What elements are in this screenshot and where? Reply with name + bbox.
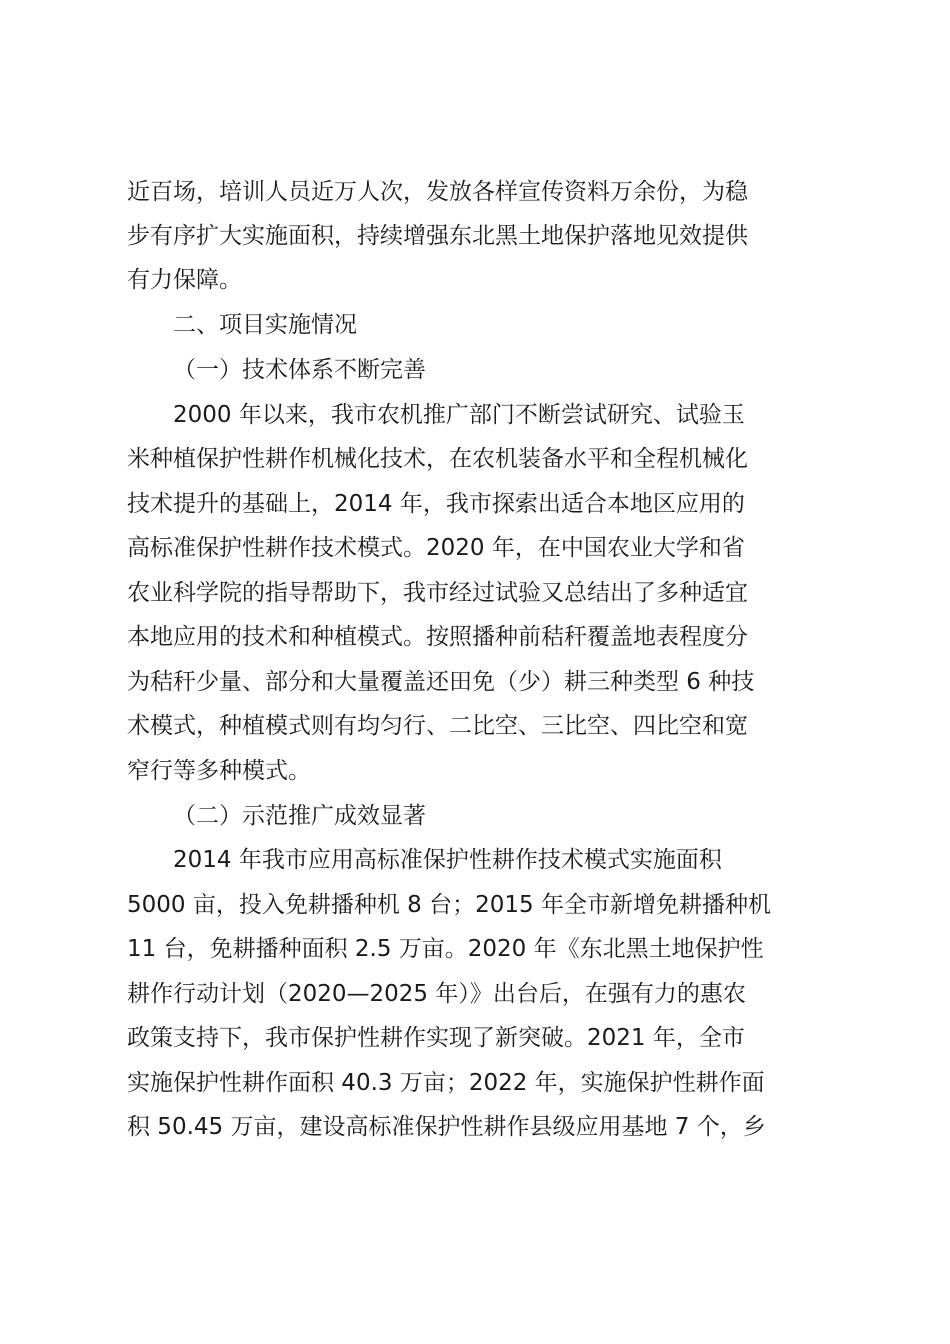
paragraph-line: 5000 亩，投入免耕播种机 8 台；2015 年全市新增免耕播种机 (127, 892, 771, 918)
paragraph-line: 实施保护性耕作面积 40.3 万亩；2022 年，实施保护性耕作面 (127, 1070, 765, 1096)
paragraph-line: 2000 年以来，我市农机推广部门不断尝试研究、试验玉 (173, 402, 745, 428)
paragraph-line: 本地应用的技术和种植模式。按照播种前秸秆覆盖地表程度分 (127, 624, 748, 650)
paragraph-line: 近百场，培训人员近万人次，发放各样宣传资料万余份，为稳 (127, 179, 748, 205)
paragraph-line: 米种植保护性耕作机械化技术，在农机装备水平和全程机械化 (127, 446, 748, 472)
paragraph-line: 2014 年我市应用高标准保护性耕作技术模式实施面积 (173, 847, 722, 873)
paragraph-line: 政策支持下，我市保护性耕作实现了新突破。2021 年，全市 (127, 1025, 745, 1051)
paragraph-line: 耕作行动计划（2020—2025 年）》出台后，在强有力的惠农 (127, 981, 746, 1007)
paragraph-line: 窄行等多种模式。 (127, 758, 311, 784)
paragraph-line: 积 50.45 万亩，建设高标准保护性耕作县级应用基地 7 个，乡 (127, 1114, 766, 1140)
paragraph-line: 步有序扩大实施面积，持续增强东北黑土地保护落地见效提供 (127, 223, 748, 249)
subsection-heading: （一）技术体系不断完善 (173, 357, 426, 383)
paragraph-line: 技术提升的基础上，2014 年，我市探索出适合本地区应用的 (127, 491, 745, 517)
paragraph-line: 农业科学院的指导帮助下，我市经过试验又总结出了多种适宜 (127, 580, 748, 606)
section-heading: 二、项目实施情况 (173, 312, 357, 338)
paragraph-line: 术模式，种植模式则有均匀行、二比空、三比空、四比空和宽 (127, 713, 748, 739)
paragraph-line: 有力保障。 (127, 267, 242, 293)
paragraph-line: 高标准保护性耕作技术模式。2020 年，在中国农业大学和省 (127, 535, 745, 561)
paragraph-line: 11 台，免耕播种面积 2.5 万亩。2020 年《东北黑土地保护性 (127, 936, 764, 962)
paragraph-line: 为秸秆少量、部分和大量覆盖还田免（少）耕三种类型 6 种技 (127, 669, 755, 695)
subsection-heading: （二）示范推广成效显著 (173, 803, 426, 829)
